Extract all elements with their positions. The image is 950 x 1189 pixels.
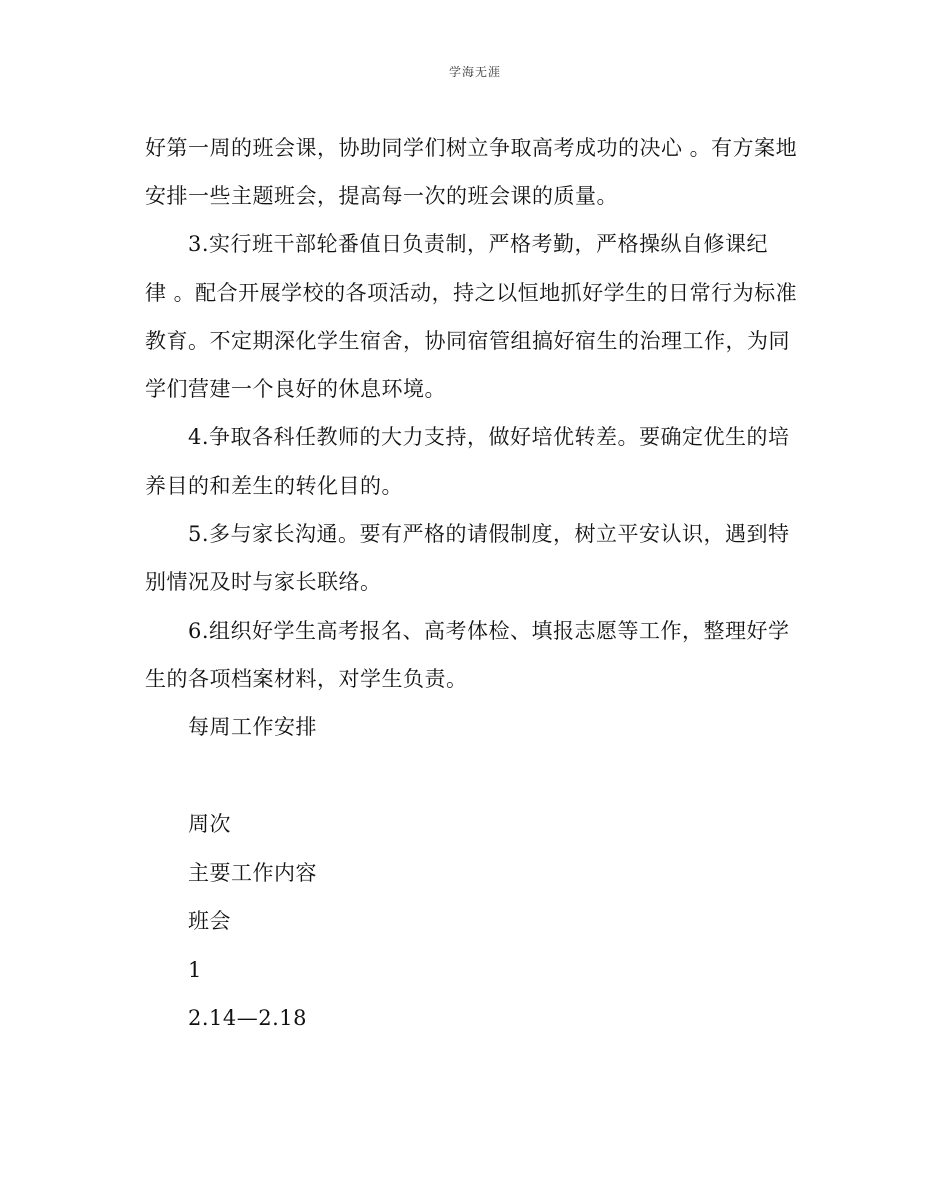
table-cell-content: 主要工作内容 — [188, 861, 317, 885]
paragraph-line: 安排一些主题班会，提高每一次的班会课的质量。 — [145, 184, 618, 208]
paragraph-line: 教育。不定期深化学生宿舍，协同宿管组搞好宿生的治理工作，为同 — [145, 329, 790, 353]
table-cell-class-meeting: 班会 — [188, 909, 231, 933]
paragraph-line: 6.组织好学生高考报名、高考体检、填报志愿等工作，整理好学 — [188, 619, 790, 643]
paragraph-line: 养目的和差生的转化目的。 — [145, 474, 403, 498]
paragraph-line: 别情况及时与家长联络。 — [145, 570, 382, 594]
paragraph-line: 学们营建一个良好的休息环境。 — [145, 377, 446, 401]
table-cell-week-number: 1 — [188, 958, 202, 982]
paragraph-line: 生的各项档案材料，对学生负责。 — [145, 667, 468, 691]
paragraph-line: 律 。配合开展学校的各项活动，持之以恒地抓好学生的日常行为标准 — [145, 281, 798, 305]
paragraph-line: 好第一周的班会课，协助同学们树立争取高考成功的决心 。有方案地 — [145, 136, 798, 160]
page-header: 学海无涯 — [448, 65, 501, 79]
table-cell-date-range: 2.14—2.18 — [188, 1006, 308, 1030]
paragraph-line: 3.实行班干部轮番值日负责制，严格考勤，严格操纵自修课纪 — [188, 232, 769, 256]
section-heading: 每周工作安排 — [188, 715, 317, 739]
paragraph-line: 5.多与家长沟通。要有严格的请假制度，树立平安认识，遇到特 — [188, 522, 790, 546]
paragraph-line: 4.争取各科任教师的大力支持，做好培优转差。要确定优生的培 — [188, 425, 790, 449]
table-cell-week: 周次 — [188, 812, 231, 836]
